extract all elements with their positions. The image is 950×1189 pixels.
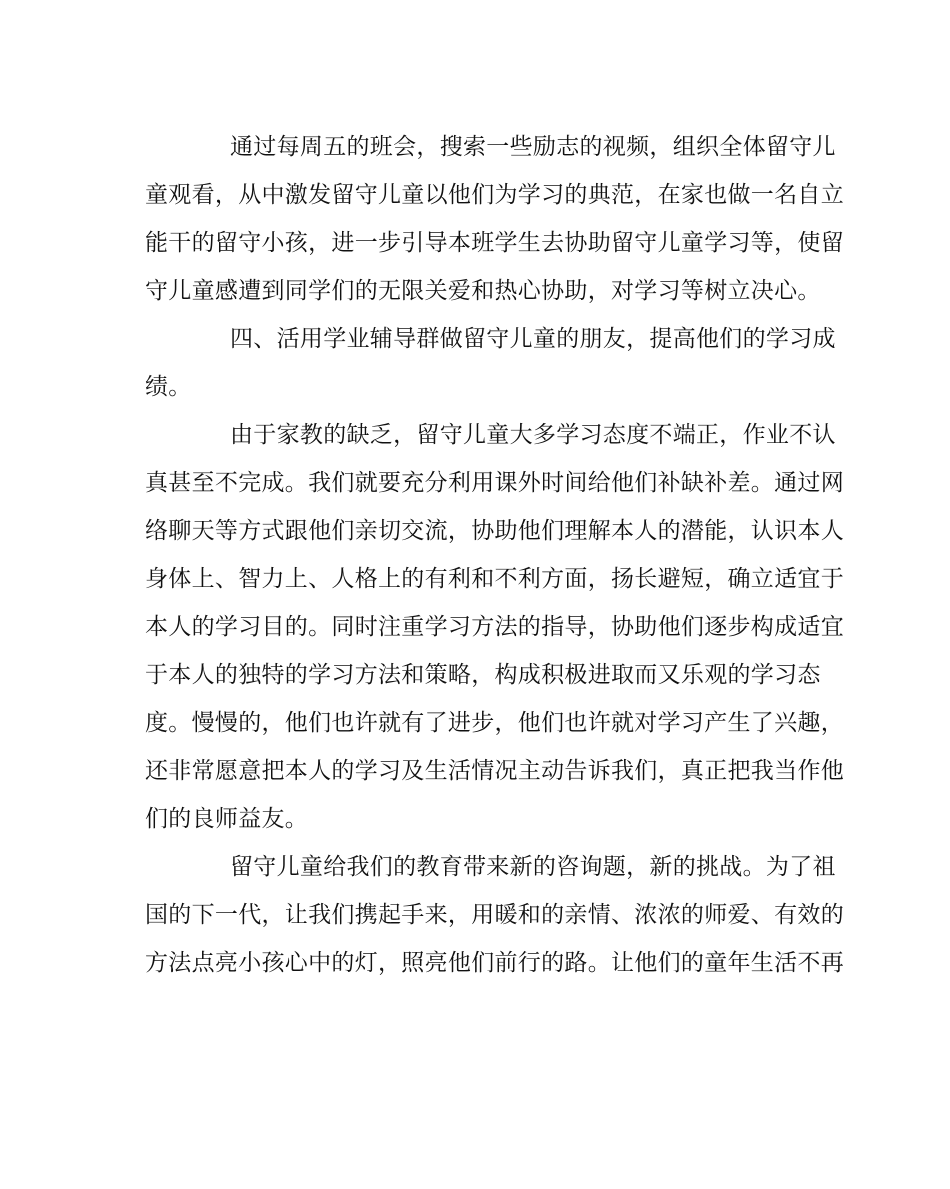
paragraph-line: 留守儿童给我们的教育带来新的咨询题，新的挑战。为了祖 xyxy=(230,854,836,880)
section-heading-line: 四、活用学业辅导群做留守儿童的朋友，提高他们的学习成 xyxy=(230,326,836,352)
paragraph-line: 由于家教的缺乏，留守儿童大多学习态度不端正，作业不认 xyxy=(230,422,836,448)
paragraph-line: 国的下一代，让我们携起手来，用暖和的亲情、浓浓的师爱、有效的 xyxy=(145,902,844,928)
paragraph-line: 们的良师益友。 xyxy=(145,806,309,832)
paragraph-line: 方法点亮小孩心中的灯，照亮他们前行的路。让他们的童年生活不再 xyxy=(145,950,844,976)
paragraph-line: 身体上、智力上、人格上的有利和不利方面，扬长避短，确立适宜于 xyxy=(145,566,844,592)
paragraph-line: 通过每周五的班会，搜索一些励志的视频，组织全体留守儿 xyxy=(230,134,836,160)
paragraph-line: 童观看，从中激发留守儿童以他们为学习的典范，在家也做一名自立 xyxy=(145,182,844,208)
paragraph-line: 真甚至不完成。我们就要充分利用课外时间给他们补缺补差。通过网 xyxy=(145,470,844,496)
paragraph-line: 还非常愿意把本人的学习及生活情况主动告诉我们，真正把我当作他 xyxy=(145,758,844,784)
paragraph-line: 能干的留守小孩，进一步引导本班学生去协助留守儿童学习等，使留 xyxy=(145,230,844,256)
paragraph-line: 于本人的独特的学习方法和策略，构成积极进取而又乐观的学习态 xyxy=(145,662,821,688)
section-heading-line: 绩。 xyxy=(145,374,192,400)
paragraph-line: 络聊天等方式跟他们亲切交流，协助他们理解本人的潜能，认识本人 xyxy=(145,518,844,544)
paragraph-line: 守儿童感遭到同学们的无限关爱和热心协助，对学习等树立决心。 xyxy=(145,278,821,304)
paragraph-line: 本人的学习目的。同时注重学习方法的指导，协助他们逐步构成适宜 xyxy=(145,614,844,640)
paragraph-line: 度。慢慢的，他们也许就有了进步，他们也许就对学习产生了兴趣， xyxy=(145,710,844,736)
